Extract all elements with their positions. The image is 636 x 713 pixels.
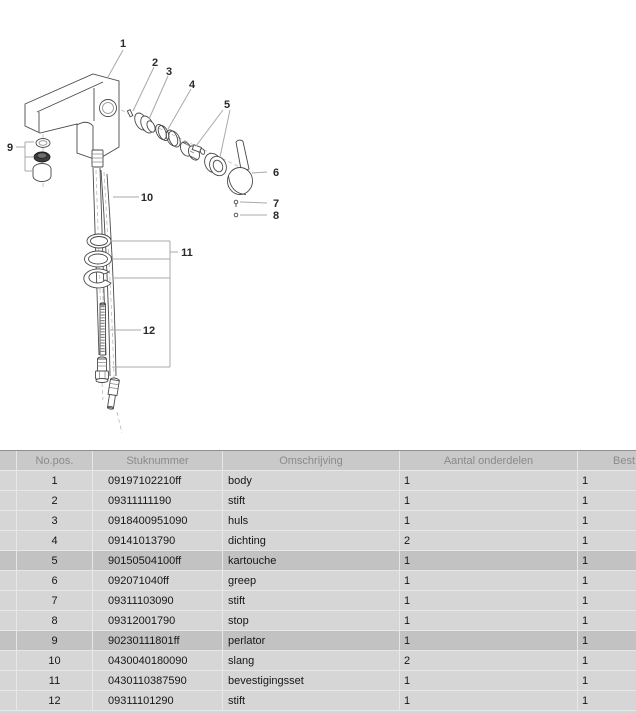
- row-spacer: [0, 531, 17, 551]
- row-spacer: [0, 651, 17, 671]
- row-spacer: [0, 491, 17, 511]
- cell-no-pos: 4: [17, 531, 93, 551]
- cell-omschrijving: kartouche: [223, 551, 400, 571]
- header-aantal-onderdelen: Aantal onderdelen: [400, 451, 578, 471]
- table-header-row: [0, 451, 636, 471]
- cell-stuknummer: 09197102210ff: [93, 471, 223, 491]
- table-row[interactable]: [0, 511, 636, 531]
- cell-aantal: 2: [400, 651, 578, 671]
- table-row[interactable]: [0, 551, 636, 571]
- row-spacer: [0, 631, 17, 651]
- cell-aantal: 1: [400, 511, 578, 531]
- cell-best: 1: [582, 575, 589, 587]
- hose-connector-part: [92, 150, 103, 167]
- cell-stuknummer: 0918400951090: [93, 511, 223, 531]
- row-spacer: [0, 591, 17, 611]
- table-row[interactable]: [0, 591, 636, 611]
- cell-no-pos: 9: [17, 631, 93, 651]
- callout-1[interactable]: 1: [119, 38, 127, 50]
- cell-no-pos: 3: [17, 511, 93, 531]
- cartridge-part: [178, 140, 205, 162]
- callout-12[interactable]: 12: [142, 325, 156, 337]
- row-spacer: [0, 511, 17, 531]
- cell-aantal: 1: [400, 491, 578, 511]
- cell-stuknummer: 09311103090: [93, 591, 223, 611]
- sleeve-part: [132, 111, 156, 135]
- table-row[interactable]: [0, 471, 636, 491]
- cell-omschrijving: stift: [223, 591, 400, 611]
- parts-table: [0, 450, 636, 713]
- cell-aantal: 2: [400, 531, 578, 551]
- cell-best: 1: [582, 615, 589, 627]
- callout-7[interactable]: 7: [272, 198, 280, 210]
- header-stuknummer: Stuknummer: [93, 451, 223, 471]
- cell-stuknummer: 09311111190: [93, 491, 223, 511]
- header-best: Best: [613, 455, 636, 467]
- cell-stuknummer: 09312001790: [93, 611, 223, 631]
- callout-11[interactable]: 11: [181, 247, 193, 259]
- header-no-pos: No.pos.: [17, 451, 93, 471]
- table-row[interactable]: [0, 691, 636, 711]
- row-spacer: [0, 571, 17, 591]
- cell-omschrijving: stop: [223, 611, 400, 631]
- cell-omschrijving: body: [223, 471, 400, 491]
- cell-aantal: 1: [400, 691, 578, 711]
- cell-stuknummer: 0430040180090: [93, 651, 223, 671]
- cell-best: 1: [582, 515, 589, 527]
- callout-2[interactable]: 2: [151, 57, 159, 69]
- cell-best: 1: [582, 555, 589, 567]
- cell-omschrijving: bevestigingsset: [223, 671, 400, 691]
- header-omschrijving: Omschrijving: [223, 451, 400, 471]
- screw-part: [234, 200, 238, 207]
- callout-5[interactable]: 5: [223, 99, 231, 111]
- cell-no-pos: 6: [17, 571, 93, 591]
- table-row[interactable]: [0, 611, 636, 631]
- cell-best: 1: [582, 635, 589, 647]
- cell-best: 1: [582, 595, 589, 607]
- row-spacer: [0, 551, 17, 571]
- cell-stuknummer: 90230111801ff: [93, 631, 223, 651]
- hose-end-part: [106, 377, 120, 409]
- cell-omschrijving: greep: [223, 571, 400, 591]
- cell-no-pos: 12: [17, 691, 93, 711]
- cell-omschrijving: slang: [223, 651, 400, 671]
- cell-aantal: 1: [400, 591, 578, 611]
- cell-no-pos: 2: [17, 491, 93, 511]
- cell-no-pos: 7: [17, 591, 93, 611]
- cell-best: 1: [582, 495, 589, 507]
- cell-omschrijving: perlator: [223, 631, 400, 651]
- cell-stuknummer: 09141013790: [93, 531, 223, 551]
- lever-part: [228, 140, 253, 194]
- callout-3[interactable]: 3: [165, 66, 173, 78]
- callout-6[interactable]: 6: [272, 167, 280, 179]
- cell-stuknummer: 092071040ff: [93, 571, 223, 591]
- cell-stuknummer: 0430110387590: [93, 671, 223, 691]
- stop-part: [234, 213, 238, 217]
- table-row[interactable]: [0, 651, 636, 671]
- cell-aantal: 1: [400, 571, 578, 591]
- cell-aantal: 1: [400, 611, 578, 631]
- callout-4[interactable]: 4: [188, 79, 196, 91]
- callout-9[interactable]: 9: [6, 142, 14, 154]
- cell-best: 1: [582, 675, 589, 687]
- cell-best: 1: [582, 535, 589, 547]
- cell-no-pos: 5: [17, 551, 93, 571]
- table-row[interactable]: [0, 571, 636, 591]
- cell-aantal: 1: [400, 671, 578, 691]
- hose-nut-part: [96, 357, 109, 383]
- cell-aantal: 1: [400, 471, 578, 491]
- callout-10[interactable]: 10: [140, 192, 154, 204]
- table-body: [0, 471, 636, 711]
- table-row[interactable]: [0, 531, 636, 551]
- cell-aantal: 1: [400, 631, 578, 651]
- table-row[interactable]: [0, 631, 636, 651]
- cell-stuknummer: 90150504100ff: [93, 551, 223, 571]
- pin-part: [127, 110, 132, 117]
- cell-stuknummer: 09311101290: [93, 691, 223, 711]
- cell-no-pos: 10: [17, 651, 93, 671]
- row-spacer: [0, 611, 17, 631]
- callout-8[interactable]: 8: [272, 210, 280, 222]
- row-spacer: [0, 691, 17, 711]
- cell-best: 1: [582, 475, 589, 487]
- threaded-rod-part: [100, 303, 106, 355]
- cell-no-pos: 8: [17, 611, 93, 631]
- cell-no-pos: 1: [17, 471, 93, 491]
- cell-aantal: 1: [400, 551, 578, 571]
- aerator-part: [33, 139, 51, 182]
- table-row[interactable]: [0, 671, 636, 691]
- cell-best: 1: [582, 695, 589, 707]
- row-spacer: [0, 471, 17, 491]
- cell-omschrijving: stift: [223, 691, 400, 711]
- cell-omschrijving: huls: [223, 511, 400, 531]
- cell-best: 1: [582, 655, 589, 667]
- cartridge-cap-part: [202, 151, 230, 179]
- cell-omschrijving: dichting: [223, 531, 400, 551]
- row-spacer: [0, 671, 17, 691]
- seal-rings-part: [154, 123, 183, 149]
- cell-no-pos: 11: [17, 671, 93, 691]
- cell-omschrijving: stift: [223, 491, 400, 511]
- table-row[interactable]: [0, 491, 636, 511]
- header-spacer: [0, 451, 17, 471]
